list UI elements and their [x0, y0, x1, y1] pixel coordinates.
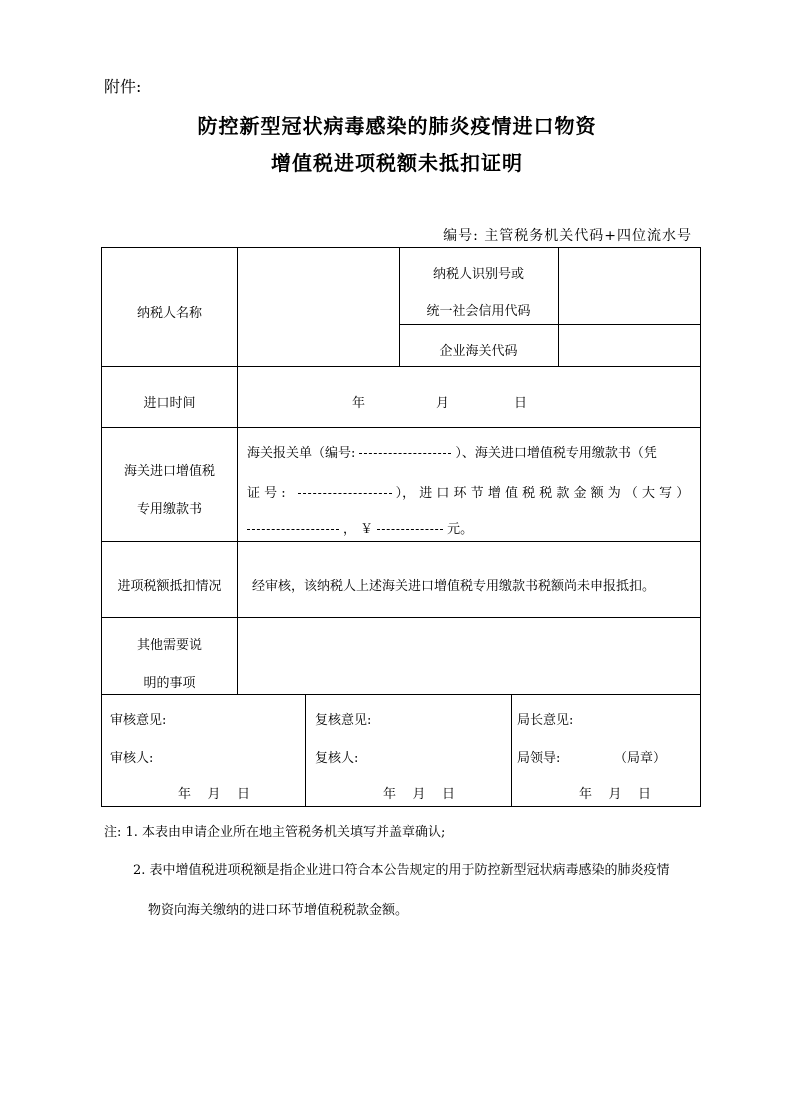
import-day-label: 日 — [514, 396, 528, 411]
recheck-opinion-label: 复核意见: — [315, 713, 372, 728]
column-divider — [305, 694, 306, 806]
customs-code-field[interactable] — [559, 325, 700, 366]
customs-text-4: ）， 进 口 环 节 增 值 税 税 款 金 额 为 （ 大 写 ） — [395, 486, 690, 501]
customs-text-6: 元。 — [447, 522, 474, 537]
other-notes-label-line2: 明的事项 — [143, 676, 196, 691]
review-date: 年 月 日 — [178, 787, 251, 802]
deduction-label: 进项税额抵扣情况 — [117, 579, 222, 594]
row-divider — [102, 427, 700, 428]
amount-uppercase-field[interactable] — [247, 529, 339, 530]
customs-text-line3 — [247, 523, 473, 536]
row-divider — [102, 541, 700, 542]
taxpayer-id-field[interactable] — [559, 248, 700, 324]
review-opinion-label: 审核意见: — [110, 713, 167, 728]
amount-number-field[interactable] — [377, 529, 443, 530]
customs-text-2: ）、海关进口增值税专用缴款书（凭 — [455, 446, 657, 461]
customs-text-1: 海关报关单（编号: — [247, 446, 356, 461]
import-time-label: 进口时间 — [143, 396, 196, 411]
reviewer-label: 审核人: — [110, 751, 154, 766]
customs-payment-label-line1: 海关进口增值税 — [123, 464, 215, 479]
other-notes-label-line1: 其他需要说 — [136, 638, 202, 653]
taxpayer-id-label-line1: 纳税人识别号或 — [432, 267, 524, 282]
declaration-number-field[interactable] — [359, 453, 451, 454]
customs-text-line1 — [247, 447, 657, 460]
row-divider — [102, 694, 700, 695]
voucher-number-field[interactable] — [298, 493, 392, 494]
attachment-label: 附件: — [104, 77, 142, 96]
taxpayer-name-field[interactable] — [238, 248, 399, 366]
customs-payment-label-line2: 专用缴款书 — [136, 502, 202, 517]
taxpayer-id-label-line2: 统一社会信用代码 — [426, 304, 531, 319]
other-notes-field[interactable] — [238, 618, 700, 694]
note-1: 注: 1. 本表由申请企业所在地主管税务机关填写并盖章确认; — [104, 825, 446, 840]
document-subtitle: 增值税进项税额未抵扣证明 — [271, 151, 523, 175]
director-label: 局领导: — [517, 751, 561, 766]
row-divider — [102, 366, 700, 367]
note-2-line1: 2. 表中增值税进项税额是指企业进口符合本公告规定的用于防控新型冠状病毒感染的肺炎疫情 — [133, 863, 670, 878]
note-2-line2: 物资向海关缴纳的进口环节增值税税款金额。 — [148, 903, 409, 918]
customs-text-3: 证 号 : — [247, 486, 286, 501]
certificate-table — [101, 247, 701, 807]
serial-number-label: 编号: 主管税务机关代码+四位流水号 — [443, 228, 692, 244]
column-divider — [511, 694, 512, 806]
customs-code-label: 企业海关代码 — [439, 344, 518, 359]
deduction-text: 经审核，该纳税人上述海关进口增值税专用缴款书税额尚未申报抵扣。 — [252, 579, 656, 594]
import-month-label: 月 — [436, 396, 450, 411]
seal-label: （局章） — [614, 751, 667, 766]
customs-text-line2 — [247, 487, 689, 500]
rechecker-label: 复核人: — [315, 751, 359, 766]
import-year-label: 年 — [352, 396, 366, 411]
taxpayer-name-label: 纳税人名称 — [136, 306, 202, 321]
director-opinion-label: 局长意见: — [517, 713, 574, 728]
recheck-date: 年 月 日 — [383, 787, 456, 802]
document-title: 防控新型冠状病毒感染的肺炎疫情进口物资 — [197, 114, 597, 138]
customs-text-5: ， ￥ — [343, 522, 374, 537]
director-date: 年 月 日 — [579, 787, 652, 802]
